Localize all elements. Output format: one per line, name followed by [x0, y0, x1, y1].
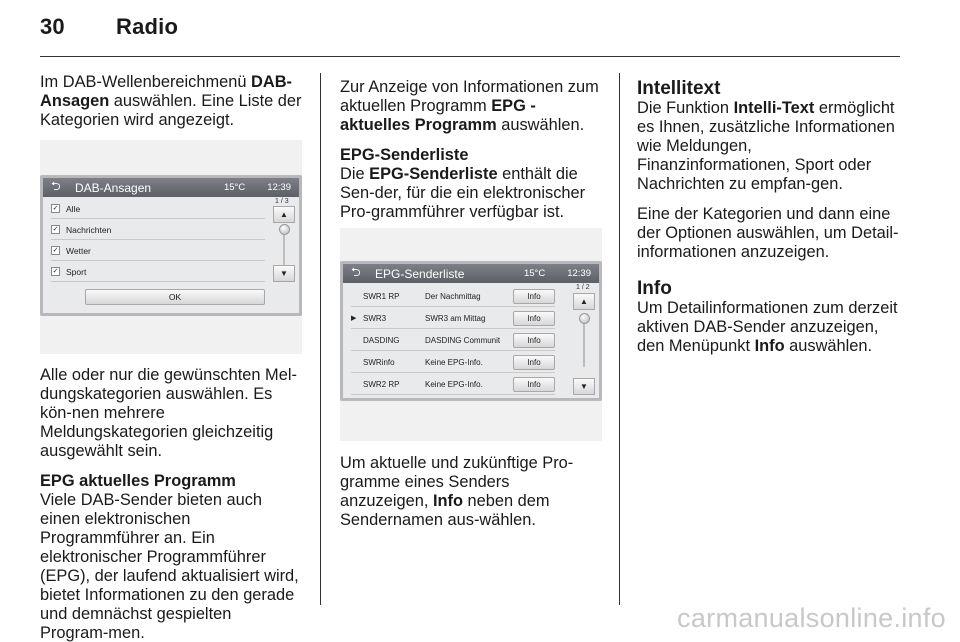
station-name: SWR1 RP — [363, 291, 400, 301]
info-button[interactable]: Info — [513, 333, 555, 348]
station-row[interactable] — [351, 374, 555, 395]
scroll-knob[interactable] — [579, 313, 590, 324]
col1-intro: Im DAB-Wellenbereichmenü DAB-Ansagen auswählen. Eine Liste der Kategorien wird angezeigt. — [40, 73, 302, 129]
intellitext-instructions: Eine der Kategorien und dann eine der Optionen auswählen, um Detail-informationen anzuzeigen. — [637, 205, 899, 261]
station-row[interactable] — [351, 286, 555, 307]
back-icon[interactable]: ⮌ — [51, 179, 61, 193]
scroll-knob[interactable] — [279, 224, 290, 235]
screenshot-epg-senderliste — [340, 228, 602, 441]
scroll-up-button[interactable]: ▲ — [573, 293, 595, 310]
program-name: Der Nachmittag — [425, 291, 481, 301]
station-row[interactable] — [351, 308, 555, 329]
page-number: 30 — [40, 14, 65, 39]
intellitext-text: Die Funktion Intelli-Text ermöglicht es Ihnen, zusätzliche Informationen wie Meldungen, Finanzinformationen, Sport oder Nachrichten zu empfan-gen. — [637, 99, 895, 193]
page-header — [40, 14, 178, 40]
category-row[interactable]: ✓ Wetter — [51, 241, 265, 261]
checkbox-icon[interactable]: ✓ — [52, 205, 59, 212]
info-heading: Info — [637, 278, 672, 299]
temperature: 15°C — [223, 182, 246, 193]
col1-epg-section: EPG aktuelles Programm Viele DAB-Sender bieten auch einen elektronischen Programmführer an. Ein elektronischer Programmführer (EPG), der laufend aktualisiert wird, bietet Informationen zu den gerade und demnächst gespielten Program-men. — [40, 472, 299, 642]
col2-heading: EPG-Senderliste — [340, 146, 469, 164]
station-row[interactable] — [351, 330, 555, 351]
program-name: Keine EPG-Info. — [425, 379, 483, 389]
info-button[interactable]: Info — [513, 355, 555, 370]
section-title: Radio — [116, 14, 179, 39]
column-2 — [340, 78, 602, 233]
selected-marker: ▶ — [351, 315, 357, 322]
station-name: SWR3 — [363, 313, 387, 323]
station-row[interactable] — [351, 352, 555, 373]
station-name: SWR2 RP — [363, 379, 400, 389]
intellitext-heading: Intellitext — [637, 78, 721, 99]
scroll-up-button[interactable]: ▲ — [273, 206, 295, 223]
clock: 12:39 — [267, 182, 291, 193]
back-icon[interactable]: ⮌ — [351, 265, 361, 279]
category-row[interactable]: ✓ Nachrichten — [51, 220, 265, 240]
screen-title-bar — [43, 178, 299, 197]
header-divider — [40, 56, 900, 57]
info-button[interactable]: Info — [513, 377, 555, 392]
program-name: Keine EPG-Info. — [425, 357, 483, 367]
info-button[interactable]: Info — [513, 311, 555, 326]
column-divider-2 — [619, 73, 620, 605]
screen-title: EPG-Senderliste — [375, 266, 465, 281]
checkbox-icon[interactable]: ✓ — [52, 226, 59, 233]
screen-title: DAB-Ansagen — [75, 180, 152, 195]
temperature: 15°C — [523, 268, 546, 279]
category-row[interactable]: ✓ Sport — [51, 262, 265, 282]
checkbox-icon[interactable]: ✓ — [52, 247, 59, 254]
clock: 12:39 — [567, 268, 591, 279]
screenshot-dab-ansagen — [40, 140, 302, 354]
col1-heading: EPG aktuelles Programm — [40, 472, 236, 490]
info-text: Um Detailinformationen zum derzeit aktiven DAB-Sender anzuzeigen, den Menüpunkt Info auswählen. — [637, 299, 898, 355]
screen-epg-senderliste — [340, 261, 602, 401]
column-1-cont — [40, 366, 302, 642]
program-name: DASDING Communit — [425, 335, 501, 345]
scroll-down-button[interactable]: ▼ — [273, 265, 295, 282]
column-2-cont — [340, 454, 602, 541]
column-1 — [40, 73, 302, 141]
col2-intro: Zur Anzeige von Informationen zum aktuellen Programm EPG - aktuelles Programm auswählen. — [340, 78, 599, 134]
page-indicator: 1 / 3 — [275, 198, 289, 205]
station-name: SWRinfo — [363, 357, 395, 367]
col2-senderliste: EPG-Senderliste Die EPG-Senderliste enthält die Sen-der, für die ein elektronischer Pro-grammführer verfügbar ist. — [340, 146, 586, 221]
station-name: DASDING — [363, 335, 400, 345]
info-button[interactable]: Info — [513, 289, 555, 304]
program-name: SWR3 am Mittag — [425, 313, 486, 323]
column-divider-1 — [320, 73, 321, 605]
screen-title-bar — [343, 264, 599, 283]
page-indicator: 1 / 2 — [576, 284, 590, 291]
screen-dab-ansagen — [40, 175, 302, 316]
checkbox-icon[interactable]: ✓ — [52, 268, 59, 275]
category-row[interactable]: ✓ Alle — [51, 199, 265, 219]
ok-button[interactable]: OK — [85, 289, 265, 305]
column-3 — [637, 78, 907, 367]
scroll-down-button[interactable]: ▼ — [573, 378, 595, 395]
watermark: carmanualsonline.info — [677, 603, 946, 633]
col1-selection-text: Alle oder nur die gewünschten Mel-dungskategorien auswählen. Es kön-nen mehrere Meldungskategorien gleichzeitig ausgewählt sein. — [40, 366, 297, 460]
col2-info-text: Um aktuelle und zukünftige Pro-gramme eines Senders anzuzeigen, Info neben dem Sendernamen aus-wählen. — [340, 454, 574, 529]
